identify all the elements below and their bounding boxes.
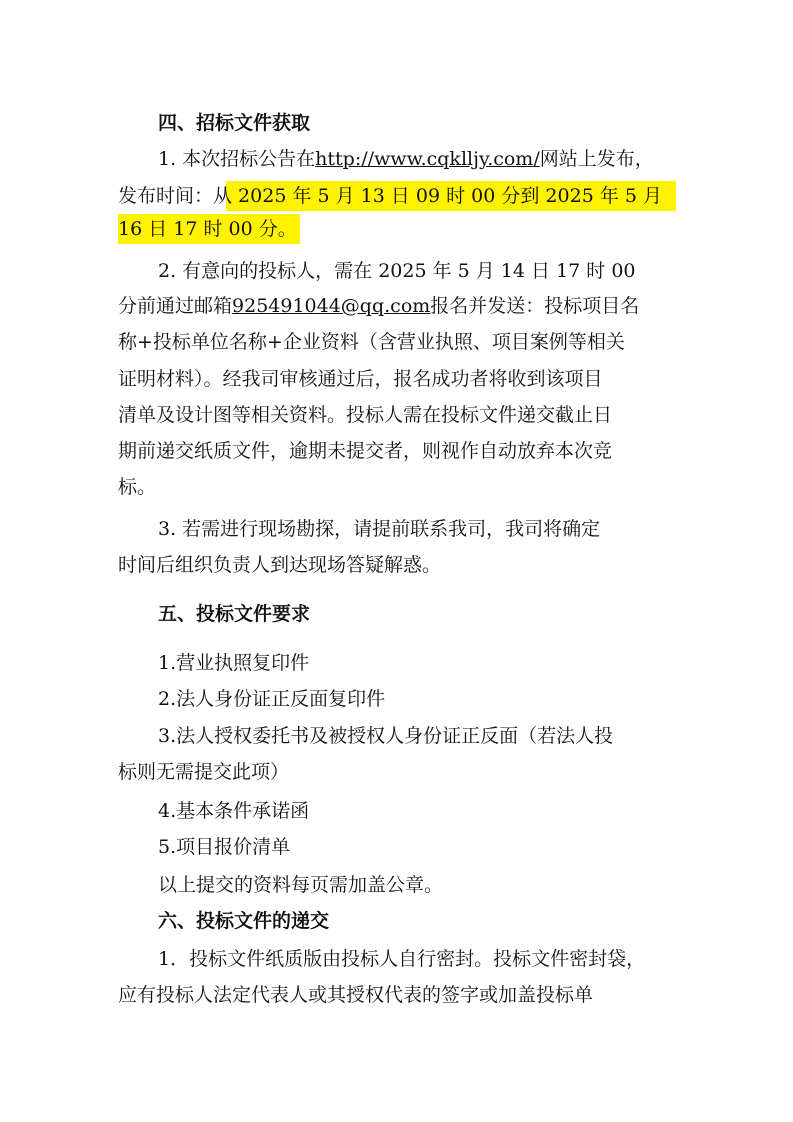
- requirement-item-4: 4.基本条件承诺函: [158, 800, 310, 822]
- section-4-item-2-line-1: 2. 有意向的投标人，需在 2025 年 5 月 14 日 17 时 00: [158, 260, 636, 282]
- section-4-item-2-line-5: 清单及设计图等相关资料。投标人需在投标文件递交截止日: [118, 404, 613, 426]
- item-1-prefix: 1. 本次招标公告在: [158, 148, 316, 170]
- requirement-item-3-cont: 标则无需提交此项）: [118, 761, 290, 783]
- section-6-heading: 六、投标文件的递交: [158, 910, 330, 932]
- email-suffix: 报名并发送：投标项目名: [430, 295, 640, 317]
- email-link[interactable]: 925491044@qq.com: [232, 295, 431, 317]
- section-4-item-1-line-3: [118, 214, 678, 244]
- section-4-item-2-line-7: 标。: [118, 476, 157, 498]
- requirement-item-3: 3.法人授权委托书及被授权人身份证正反面（若法人投: [158, 725, 614, 747]
- website-link[interactable]: http://www.cqklljy.com/: [315, 148, 540, 170]
- requirement-item-1: 1.营业执照复印件: [158, 652, 310, 674]
- publish-time-highlight-1: 从 2025 年 5 月 13 日 09 时 00 分到 2025 年 5 月: [213, 185, 662, 207]
- item-1-suffix: 网站上发布，: [539, 148, 654, 170]
- section-6-item-1-line-2: 应有投标人法定代表人或其授权代表的签字或加盖投标单: [118, 984, 594, 1006]
- section-4-item-3-line-1: 3. 若需进行现场勘探，请提前联系我司，我司将确定: [158, 518, 601, 540]
- section-6-item-1-line-1: 1．投标文件纸质版由投标人自行密封。投标文件密封袋，: [158, 948, 646, 970]
- section-4-item-1-line-1: [158, 144, 678, 174]
- section-4-item-2-line-3: 称+投标单位名称+企业资料（含营业执照、项目案例等相关: [118, 331, 625, 353]
- email-prefix: 分前通过邮箱: [118, 295, 233, 317]
- section-4-item-1-line-2: [118, 181, 678, 211]
- requirement-item-5: 5.项目报价清单: [158, 836, 291, 858]
- publish-time-highlight-2: 16 日 17 时 00 分。: [118, 218, 297, 240]
- requirement-item-2: 2.法人身份证正反面复印件: [158, 688, 386, 710]
- section-4-item-2-line-2: [118, 291, 678, 321]
- section-5-heading: 五、投标文件要求: [158, 603, 311, 625]
- publish-time-label: 发布时间：: [118, 185, 214, 207]
- requirement-note: 以上提交的资料每页需加盖公章。: [158, 874, 444, 896]
- section-4-item-2-line-6: 期前递交纸质文件，逾期未提交者，则视作自动放弃本次竞: [118, 440, 613, 462]
- section-4-heading: 四、招标文件获取: [158, 112, 311, 134]
- section-4-item-2-line-4: 证明材料）。经我司审核通过后，报名成功者将收到该项目: [118, 368, 603, 390]
- section-4-item-3-line-2: 时间后组织负责人到达现场答疑解惑。: [118, 554, 442, 576]
